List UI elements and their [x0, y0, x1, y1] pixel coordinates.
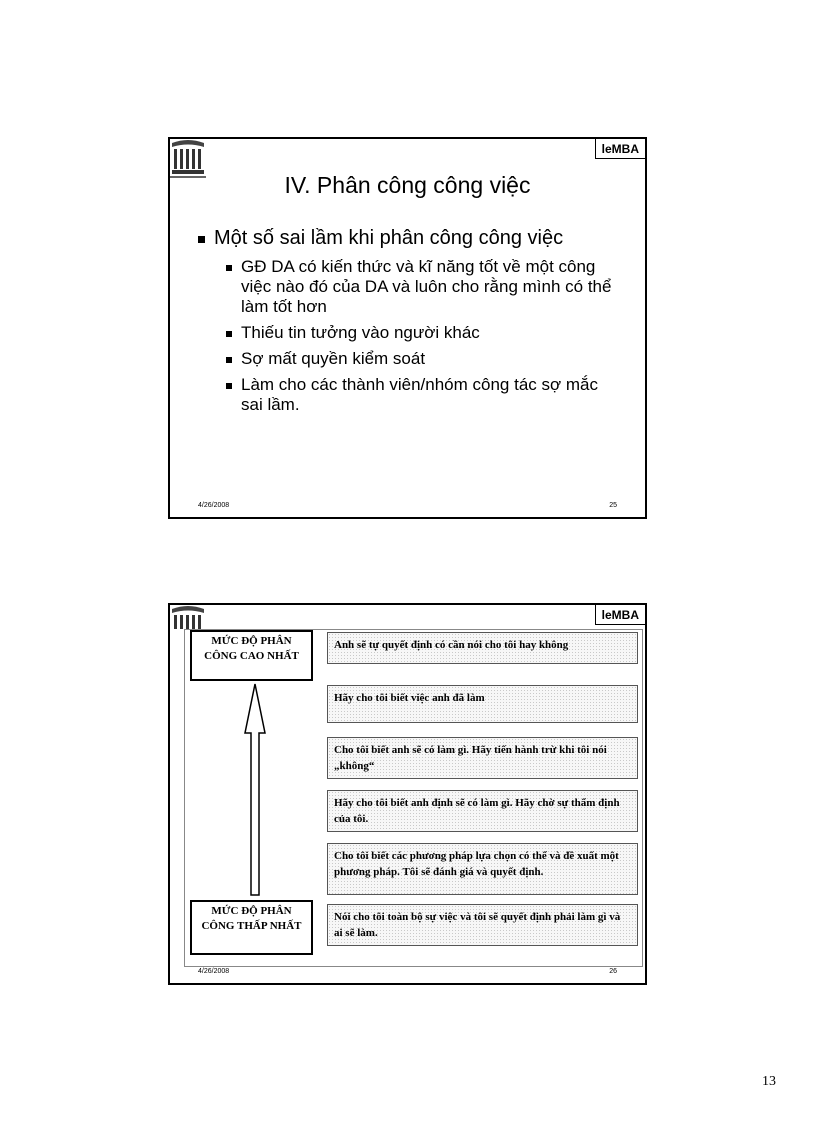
square-bullet-icon: [226, 383, 232, 389]
slide-25: [168, 137, 647, 519]
list-item: [222, 257, 622, 317]
slide-number: 26: [609, 968, 617, 975]
slide-26: [168, 603, 647, 985]
highest-delegation-level: MỨC ĐỘ PHÂN CÔNG CAO NHẤT: [190, 630, 313, 681]
list-item-text: Sợ mất quyền kiểm soát: [241, 349, 426, 368]
delegation-statement: Cho tôi biết anh sẽ có làm gì. Hãy tiến hành trừ khi tôi nói „không“: [327, 737, 638, 779]
list-item-text: Thiếu tin tưởng vào người khác: [241, 323, 480, 342]
delegation-statement: Anh sẽ tự quyết định có cần nói cho tôi hay không: [327, 632, 638, 664]
delegation-statement: Hãy cho tôi biết anh định sẽ có làm gì. Hãy chờ sự thẩm định của tôi.: [327, 790, 638, 832]
delegation-statement: Nói cho tôi toàn bộ sự việc và tôi sẽ quyết định phải làm gì và ai sẽ làm.: [327, 904, 638, 946]
page-number: 13: [762, 1074, 776, 1089]
square-bullet-icon: [198, 236, 205, 243]
list-item: [222, 323, 622, 343]
slide-date: 4/26/2008: [198, 968, 230, 975]
slide-title: IV. Phân công công việc: [284, 172, 531, 198]
up-arrow-icon: [244, 683, 266, 897]
brand-label: leMBA: [595, 139, 645, 159]
delegation-statement: Hãy cho tôi biết việc anh đã làm: [327, 685, 638, 723]
list-item: [222, 375, 622, 415]
square-bullet-icon: [226, 331, 232, 337]
delegation-statement: Cho tôi biết các phương pháp lựa chọn có thể và đề xuất một phương pháp. Tôi sẽ đánh giá và quyết định.: [327, 843, 638, 895]
main-bullet-text: Một số sai lầm khi phân công công việc: [214, 227, 564, 249]
brand-label: leMBA: [595, 605, 645, 625]
slide-number: 25: [609, 502, 617, 509]
list-item-text: GĐ DA có kiến thức và kĩ năng tốt về một công việc nào đó của DA và luôn cho rằng mình có thể làm tốt hơn: [241, 257, 612, 316]
slide-date: 4/26/2008: [198, 502, 230, 509]
main-bullet: [198, 227, 563, 250]
university-logo-icon: [170, 605, 206, 631]
sub-bullet-list: [222, 257, 622, 421]
square-bullet-icon: [226, 357, 232, 363]
list-item: [222, 349, 622, 369]
square-bullet-icon: [226, 265, 232, 271]
lowest-delegation-level: MỨC ĐỘ PHÂN CÔNG THẤP NHẤT: [190, 900, 313, 955]
list-item-text: Làm cho các thành viên/nhóm công tác sợ mắc sai lầm.: [241, 375, 598, 414]
